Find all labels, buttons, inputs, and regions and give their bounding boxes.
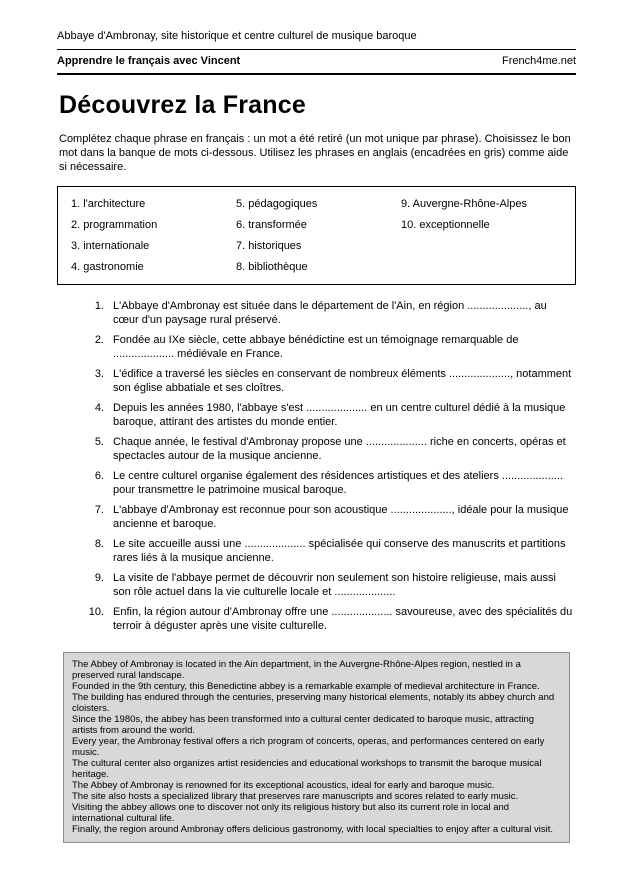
item-number: 10. — [88, 605, 104, 618]
document-subject: Abbaye d'Ambronay, site historique et centre culturel de musique baroque — [57, 30, 576, 50]
english-sentence: The building has endured through the centuries, preserving many historical elements, notably its abbey church and cloisters. — [72, 691, 555, 714]
english-sentence: The Abbey of Ambronay is renowned for its exceptional acoustics, ideal for early and baroque music. — [72, 779, 495, 791]
exercise-item-4 — [80, 402, 576, 430]
site-url-label: French4me.net — [502, 55, 576, 67]
word-bank-item: 7. historiques — [236, 240, 302, 253]
exercise-item-5 — [80, 436, 576, 464]
instructions-text: Complétez chaque phrase en français : un mot a été retiré (un mot unique par phrase). Choisissez le bon mot dans la banque de mots ci-dessous. Utilisez les phrases en anglais (encadrées en gris) comme aide si nécessaire. — [59, 133, 571, 174]
word-bank-column-3 — [401, 198, 575, 282]
word-bank-item: 4. gastronomie — [71, 261, 144, 274]
exercise-item-3 — [80, 368, 576, 396]
english-sentence: Founded in the 9th century, this Benedictine abbey is a remarkable example of medieval architecture in France. — [72, 680, 540, 692]
word-bank-item: 6. transformée — [236, 219, 307, 232]
exercise-list — [80, 300, 576, 633]
word-bank — [57, 186, 576, 285]
word-bank-column-1 — [71, 198, 236, 282]
item-sentence: L'édifice a traversé les siècles en conservant de nombreux éléments ...................., notamment son église abbatiale et ses cloîtres. — [113, 368, 572, 395]
word-bank-item: 8. bibliothèque — [236, 261, 308, 274]
item-number: 7. — [94, 503, 104, 516]
page-title: Découvrez la France — [59, 91, 306, 119]
item-sentence: Le site accueille aussi une .................... spécialisée qui conserve des manuscrits et partitions rares liés à la musique ancienne. — [113, 537, 566, 564]
exercise-item-2 — [80, 334, 576, 362]
item-sentence: Enfin, la région autour d'Ambronay offre une .................... savoureuse, avec des spécialités du terroir à déguster après une visite culturelle. — [113, 605, 573, 632]
item-sentence: L'Abbaye d'Ambronay est située dans le département de l'Ain, en région ...................., au cœur d'un paysage rural préservé. — [113, 300, 547, 327]
word-bank-item: 9. Auvergne-Rhône-Alpes — [401, 198, 527, 211]
item-number: 1. — [94, 300, 104, 313]
item-number: 2. — [94, 334, 104, 347]
exercise-item-8 — [80, 538, 576, 566]
word-bank-item: 3. internationale — [71, 240, 150, 253]
word-bank-item: 10. exceptionnelle — [401, 219, 490, 232]
item-sentence: Fondée au IXe siècle, cette abbaye bénédictine est un témoignage remarquable de .................... médiévale en France. — [113, 334, 519, 361]
item-number: 3. — [94, 368, 104, 381]
item-number: 6. — [94, 469, 104, 482]
item-number: 8. — [94, 537, 104, 550]
exercise-item-6 — [80, 470, 576, 498]
site-brand-label: Apprendre le français avec Vincent — [57, 55, 241, 67]
english-sentence: The cultural center also organizes artist residencies and educational workshops to transmit the baroque musical heritage. — [72, 757, 542, 780]
word-bank-column-2 — [236, 198, 401, 282]
english-sentence: Visiting the abbey allows one to discover not only its religious history but also its current role in local and international cultural life. — [72, 801, 510, 824]
exercise-item-10 — [80, 606, 576, 634]
english-help-box — [63, 652, 570, 843]
word-bank-item: 2. programmation — [71, 219, 158, 232]
english-sentence: Every year, the Ambronay festival offers a rich program of concerts, operas, and performances centered on early music. — [72, 735, 545, 758]
word-bank-item: 5. pédagogiques — [236, 198, 318, 211]
exercise-item-7 — [80, 504, 576, 532]
item-sentence: Chaque année, le festival d'Ambronay propose une .................... riche en concerts, opéras et spectacles autour de la musique ancienne. — [113, 435, 566, 462]
item-number: 9. — [94, 571, 104, 584]
item-sentence: Depuis les années 1980, l'abbaye s'est .................... en un centre culturel dédié à la musique baroque, attirant des artistes du monde entier. — [113, 402, 566, 429]
item-number: 5. — [94, 435, 104, 448]
english-sentence: Since the 1980s, the abbey has been transformed into a cultural center dedicated to baroque music, attracting artists from around the world. — [72, 713, 535, 736]
item-number: 4. — [94, 402, 104, 415]
english-sentence: Finally, the region around Ambronay offers delicious gastronomy, with local specialties to enjoy after a cultural visit. — [72, 823, 554, 835]
exercise-item-1 — [80, 300, 576, 328]
word-bank-item: 1. l'architecture — [71, 198, 146, 211]
english-sentence: The site also hosts a specialized library that preserves rare manuscripts and scores related to early music. — [72, 790, 519, 802]
item-sentence: La visite de l'abbaye permet de découvrir non seulement son histoire religieuse, mais aussi son rôle actuel dans la vie culturelle locale et .................... — [113, 571, 556, 598]
masthead — [57, 50, 576, 75]
exercise-item-9 — [80, 572, 576, 600]
item-sentence: Le centre culturel organise également des résidences artistiques et des ateliers .................... pour transmettre le patrimoine musical baroque. — [113, 469, 564, 496]
item-sentence: L'abbaye d'Ambronay est reconnue pour son acoustique ...................., idéale pour la musique ancienne et baroque. — [113, 503, 569, 530]
english-sentence: The Abbey of Ambronay is located in the Ain department, in the Auvergne-Rhône-Alpes region, nestled in a preserved rural landscape. — [72, 658, 521, 681]
